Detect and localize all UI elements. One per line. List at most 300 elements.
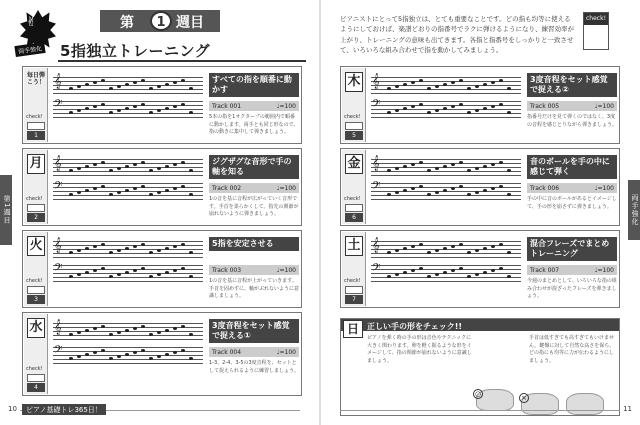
note-head (189, 87, 193, 90)
note-head (77, 191, 81, 194)
page-number-right: 11 (623, 405, 632, 413)
note-head (427, 275, 431, 278)
note-head (69, 193, 73, 196)
bass-clef-icon: 𝄢 (372, 98, 381, 113)
staff-line (53, 253, 203, 254)
note-head (499, 161, 503, 164)
check-memo-label: check! (584, 13, 608, 25)
note-head (491, 163, 495, 166)
note-head (451, 187, 455, 190)
staff-line (53, 93, 203, 94)
note-head (387, 275, 391, 278)
note-head (419, 79, 423, 82)
note-head (77, 331, 81, 334)
note-head (427, 251, 431, 254)
check-memo-icon (583, 12, 609, 50)
lesson-card (22, 66, 302, 144)
staff-line (53, 347, 203, 348)
note-head (109, 169, 113, 172)
note-head (419, 267, 423, 270)
staff-line (53, 175, 203, 176)
check-checkbox[interactable] (345, 122, 363, 130)
note-head (483, 107, 487, 110)
day-glyph: 土 (345, 236, 363, 256)
day-number: 1 (27, 131, 45, 140)
treble-clef-icon: 𝄞 (54, 74, 62, 89)
note-head (165, 165, 169, 168)
check-checkbox[interactable] (27, 286, 45, 294)
note-head (165, 353, 169, 356)
note-head (403, 83, 407, 86)
day-glyph: 月 (27, 154, 45, 174)
note-head (69, 275, 73, 278)
staff-line (53, 77, 203, 78)
note-head (69, 87, 73, 90)
note-head (93, 187, 97, 190)
note-head (109, 193, 113, 196)
note-head (77, 249, 81, 252)
note-head (435, 85, 439, 88)
note-head (93, 269, 97, 272)
note-head (117, 355, 121, 358)
note-head (157, 273, 161, 276)
check-checkbox[interactable] (345, 204, 363, 212)
day-note: 毎日弾こう！ (26, 72, 45, 87)
peace-hand-icon: ✌ (26, 15, 37, 30)
note-head (507, 275, 511, 278)
note-head (93, 105, 97, 108)
note-head (467, 251, 471, 254)
check-label: check! (26, 114, 43, 120)
note-head (125, 165, 129, 168)
note-head (427, 87, 431, 90)
note-head (451, 269, 455, 272)
note-head (141, 79, 145, 82)
note-head (395, 167, 399, 170)
music-staff (371, 237, 521, 285)
page-number-left: 10 (8, 405, 17, 413)
note-head (491, 105, 495, 108)
staff-line (53, 277, 203, 278)
note-head (395, 249, 399, 252)
note-head (173, 187, 177, 190)
note-head (85, 353, 89, 356)
staff-line (371, 253, 521, 254)
day-glyph: 水 (27, 318, 45, 338)
tempo-mark: ♩=100 (276, 185, 296, 192)
note-head (109, 275, 113, 278)
note-head (411, 81, 415, 84)
day-column (24, 314, 48, 394)
note-head (141, 185, 145, 188)
staff-line (53, 199, 203, 200)
note-head (189, 193, 193, 196)
tempo-mark: ♩=100 (276, 267, 296, 274)
track-label: Track 001 (212, 103, 242, 110)
track-row[interactable] (527, 183, 617, 193)
check-label: check! (344, 196, 361, 202)
staff-line (53, 171, 203, 172)
note-head (189, 333, 193, 336)
staff-line (371, 117, 521, 118)
track-label: Track 003 (212, 267, 242, 274)
music-staff (371, 73, 521, 121)
staff-line (53, 113, 203, 114)
note-head (499, 243, 503, 246)
intro-paragraph: ピアニストにとって5指独立は、とても重要なことです。どの指も均等に使えるようにしておけば、楽譜どおりの指番号でラクに弾けるようになり、練習効率が上がり、トレーニングの意味も出てきます。各指と指番号をしっかりと一致させて、いろいろな組み合わせで指を動かしてみましょう。 (340, 15, 574, 55)
note-head (459, 161, 463, 164)
note-head (77, 85, 81, 88)
note-head (403, 189, 407, 192)
note-head (173, 163, 177, 166)
note-head (109, 251, 113, 254)
check-label: check! (26, 366, 43, 372)
staff-line (371, 241, 521, 242)
staff-line (371, 93, 521, 94)
track-row[interactable] (209, 101, 299, 111)
hand-form-text-right: 手首は低すぎても高すぎてもいけません。鍵盤に対して自然な高さを保ち、どの指にも均等に力が伝わるようにしましょう。 (529, 335, 615, 364)
note-head (467, 87, 471, 90)
track-row[interactable] (527, 265, 617, 275)
track-label: Track 004 (212, 349, 242, 356)
note-head (483, 165, 487, 168)
staff-line (371, 77, 521, 78)
note-head (419, 103, 423, 106)
note-head (85, 189, 89, 192)
tempo-mark: ♩=100 (276, 349, 296, 356)
note-head (133, 269, 137, 272)
week-number: 1 (150, 11, 172, 31)
note-head (133, 245, 137, 248)
day-column (24, 232, 48, 306)
staff-line (53, 359, 203, 360)
note-head (149, 111, 153, 114)
note-head (117, 331, 121, 334)
note-head (141, 349, 145, 352)
note-head (125, 353, 129, 356)
note-head (403, 247, 407, 250)
note-head (435, 191, 439, 194)
staff-line (371, 265, 521, 266)
note-head (491, 81, 495, 84)
tempo-mark: ♩=100 (594, 267, 614, 274)
note-head (109, 333, 113, 336)
staff-line (53, 89, 203, 90)
lesson-title: 3度音程をセット感覚で捉える② (527, 73, 617, 97)
footer-rule-right (340, 410, 620, 411)
burst-label: 両手強化 (14, 42, 45, 57)
note-head (133, 351, 137, 354)
note-head (133, 163, 137, 166)
note-head (133, 187, 137, 190)
title-rule (58, 60, 306, 62)
note-head (411, 245, 415, 248)
note-head (395, 85, 399, 88)
note-head (467, 193, 471, 196)
note-head (165, 83, 169, 86)
note-head (149, 357, 153, 360)
note-head (181, 185, 185, 188)
note-head (443, 247, 447, 250)
note-head (419, 185, 423, 188)
note-head (451, 105, 455, 108)
note-head (491, 245, 495, 248)
staff-line (53, 335, 203, 336)
track-row[interactable] (209, 183, 299, 193)
note-head (459, 267, 463, 270)
note-head (157, 109, 161, 112)
note-head (507, 87, 511, 90)
note-head (149, 275, 153, 278)
staff-line (53, 101, 203, 102)
bass-clef-icon: 𝄢 (372, 262, 381, 277)
lesson-body: 今週のまとめとして、いろいろな指の組み合わせが混ざったフレーズを弾きましょう。 (527, 278, 617, 299)
note-head (475, 85, 479, 88)
note-head (165, 329, 169, 332)
note-head (507, 251, 511, 254)
note-head (475, 273, 479, 276)
note-head (141, 325, 145, 328)
note-head (149, 87, 153, 90)
note-head (189, 251, 193, 254)
note-head (101, 243, 105, 246)
track-row[interactable] (209, 265, 299, 275)
note-head (467, 275, 471, 278)
note-head (475, 249, 479, 252)
treble-clef-icon: 𝄞 (54, 156, 62, 171)
note-head (419, 243, 423, 246)
lesson-card (340, 66, 620, 144)
check-label: check! (26, 196, 43, 202)
note-head (93, 163, 97, 166)
week-banner (100, 10, 220, 32)
note-head (117, 273, 121, 276)
note-head (181, 325, 185, 328)
note-head (125, 329, 129, 332)
lesson-card (340, 148, 620, 226)
lesson-body: 手の中に音のボールがあるとイメージして、手の形を崩さずに弾きましょう。 (527, 196, 617, 210)
note-head (101, 267, 105, 270)
check-checkbox[interactable] (27, 204, 45, 212)
bass-clef-icon: 𝄢 (54, 180, 63, 195)
music-staff (53, 319, 203, 367)
note-head (459, 103, 463, 106)
note-head (387, 251, 391, 254)
lesson-body: 1の音を基に音程が広がっていく音形です。手首を柔らかくして、指先の関節が崩れないように弾きましょう。 (209, 196, 299, 217)
check-checkbox[interactable] (345, 286, 363, 294)
check-checkbox[interactable] (27, 122, 45, 130)
note-head (157, 167, 161, 170)
staff-line (371, 281, 521, 282)
treble-clef-icon: 𝄞 (372, 156, 380, 171)
staff-line (371, 171, 521, 172)
check-label: check! (344, 278, 361, 284)
note-head (93, 327, 97, 330)
note-head (141, 267, 145, 270)
day-number: 3 (27, 295, 45, 304)
note-head (411, 105, 415, 108)
lesson-card (340, 230, 620, 308)
note-head (69, 357, 73, 360)
note-head (387, 87, 391, 90)
day-column (24, 68, 48, 142)
note-head (181, 161, 185, 164)
check-checkbox[interactable] (27, 374, 45, 382)
note-head (165, 189, 169, 192)
day-number: 2 (27, 213, 45, 222)
note-head (181, 79, 185, 82)
hand-form-header (341, 319, 619, 331)
note-head (157, 191, 161, 194)
check-label: check! (26, 278, 43, 284)
note-head (101, 103, 105, 106)
note-head (507, 193, 511, 196)
lesson-body: 5本の指を1オクターブの範囲内で順番に動かします。両手とも同じ形なので、指の動きに集中して弾きましょう。 (209, 114, 299, 135)
hand-photo-icon (566, 393, 604, 415)
note-head (77, 355, 81, 358)
day-column (24, 150, 48, 224)
note-head (451, 163, 455, 166)
day-number: 4 (27, 383, 45, 392)
staff-line (53, 159, 203, 160)
note-head (403, 271, 407, 274)
note-head (435, 273, 439, 276)
note-head (77, 167, 81, 170)
note-head (149, 251, 153, 254)
note-head (101, 185, 105, 188)
staff-line (53, 363, 203, 364)
note-head (435, 109, 439, 112)
note-head (403, 165, 407, 168)
track-row[interactable] (527, 101, 617, 111)
staff-line (53, 323, 203, 324)
week-suffix: 週目 (176, 15, 204, 31)
note-head (133, 81, 137, 84)
note-head (491, 187, 495, 190)
note-head (427, 193, 431, 196)
day-number: 6 (345, 213, 363, 222)
day-glyph-sunday: 日 (343, 320, 363, 338)
note-head (125, 247, 129, 250)
note-head (149, 333, 153, 336)
footer-book-title: ピアノ基礎トレ365日！ (22, 404, 106, 415)
lesson-title: ジグザグな音形で手の軸を知る (209, 155, 299, 179)
note-head (507, 111, 511, 114)
note-head (117, 167, 121, 170)
lesson-title: 3度音程をセット感覚で捉える① (209, 319, 299, 343)
note-head (157, 85, 161, 88)
note-head (125, 83, 129, 86)
lesson-title: 5指を安定させる (209, 237, 299, 251)
note-head (93, 351, 97, 354)
staff-line (371, 195, 521, 196)
note-head (387, 111, 391, 114)
note-head (173, 351, 177, 354)
note-head (475, 167, 479, 170)
side-tab-left: 第1週目 (0, 175, 12, 245)
staff-line (371, 183, 521, 184)
note-head (173, 327, 177, 330)
staff-line (371, 199, 521, 200)
note-head (475, 191, 479, 194)
lesson-body: 指番号だけを見て弾くのではなく、3度の音程を感じとりながら弾きましょう。 (527, 114, 618, 128)
note-head (125, 271, 129, 274)
ng-mark-icon: × (519, 393, 529, 403)
treble-clef-icon: 𝄞 (54, 238, 62, 253)
staff-line (371, 257, 521, 258)
treble-clef-icon: 𝄞 (54, 320, 62, 335)
note-head (181, 243, 185, 246)
note-head (499, 267, 503, 270)
track-row[interactable] (209, 347, 299, 357)
track-label: Track 002 (212, 185, 242, 192)
side-tab-right: 両手強化 (628, 180, 640, 240)
note-head (157, 355, 161, 358)
note-head (443, 271, 447, 274)
bass-clef-icon: 𝄢 (54, 98, 63, 113)
note-head (395, 191, 399, 194)
note-head (101, 79, 105, 82)
hand-form-title: 正しい手の形をチェック!! (367, 322, 463, 331)
music-staff (371, 155, 521, 203)
note-head (411, 269, 415, 272)
bass-clef-icon: 𝄢 (54, 344, 63, 359)
note-head (459, 185, 463, 188)
note-head (85, 329, 89, 332)
track-label: Track 005 (530, 103, 560, 110)
lesson-title: すべての指を順番に動かす (209, 73, 299, 97)
note-head (387, 169, 391, 172)
tempo-mark: ♩=100 (594, 185, 614, 192)
note-head (459, 243, 463, 246)
note-head (507, 169, 511, 172)
note-head (69, 333, 73, 336)
day-column (342, 68, 366, 142)
note-head (189, 169, 193, 172)
note-head (117, 85, 121, 88)
note-head (459, 79, 463, 82)
day-column (342, 232, 366, 306)
note-head (117, 191, 121, 194)
note-head (85, 165, 89, 168)
staff-line (53, 195, 203, 196)
lesson-card (22, 148, 302, 226)
treble-clef-icon: 𝄞 (372, 238, 380, 253)
lesson-title: 音のボールを手の中に感じて弾く (527, 155, 617, 179)
note-head (93, 245, 97, 248)
note-head (85, 247, 89, 250)
staff-line (371, 175, 521, 176)
treble-clef-icon: 𝄞 (372, 74, 380, 89)
day-glyph: 火 (27, 236, 45, 256)
note-head (77, 273, 81, 276)
day-glyph: 木 (345, 72, 363, 92)
note-head (173, 81, 177, 84)
note-head (101, 325, 105, 328)
staff-line (53, 117, 203, 118)
bass-clef-icon: 𝄢 (372, 180, 381, 195)
note-head (395, 273, 399, 276)
day-glyph: 金 (345, 154, 363, 174)
note-head (443, 189, 447, 192)
lesson-body: 1の音を基に音程が上がっていきます。手首を固めずに、軸がぶれないように意識しましょう。 (209, 278, 300, 299)
note-head (85, 83, 89, 86)
note-head (403, 107, 407, 110)
note-head (173, 269, 177, 272)
note-head (451, 245, 455, 248)
lesson-title: 混合フレーズでまとめトレーニング (527, 237, 617, 261)
note-head (93, 81, 97, 84)
